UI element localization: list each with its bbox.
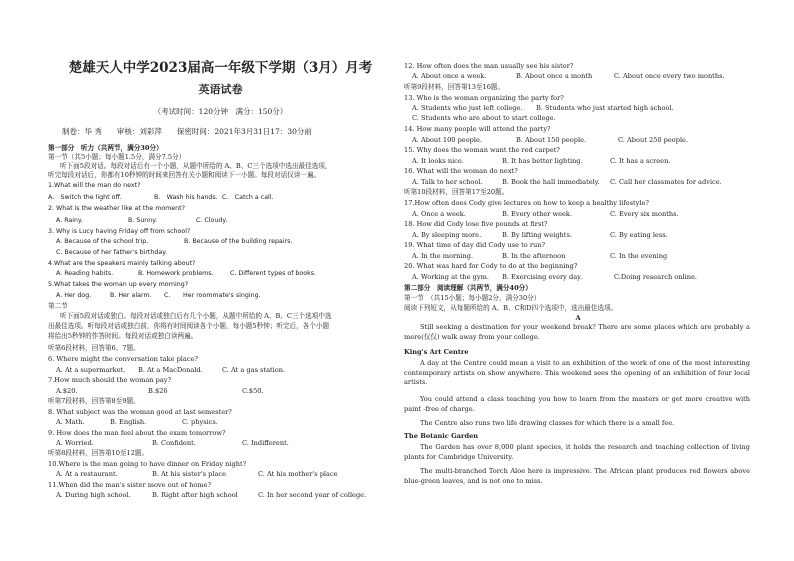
q12-option-a: A. About once a week.: [412, 72, 487, 80]
q4-option-c: C. Different types of books.: [230, 270, 317, 277]
question-18: 18. How did Cody lose five pounds at first?: [404, 220, 548, 228]
q3-option-c: C. Because of her father's birthday.: [56, 249, 168, 256]
q7-option-a: A.$20.: [56, 387, 78, 395]
part2-title: 第二部分 阅读理解（共两节，满分40分）: [404, 284, 532, 292]
q7-option-b: B.$26: [148, 387, 168, 395]
question-6: 6. Where might the conversation take place?: [48, 355, 198, 363]
q10-option-c: C. At his mother's place: [258, 470, 338, 478]
question-15: 15. Why does the woman want the red carpet?: [404, 146, 560, 154]
question-19: 19. What time of day did Cody use to run?: [404, 241, 545, 249]
q2-option-a: A. Rainy.: [56, 217, 83, 224]
q15-option-c: C. It has a screen.: [610, 157, 671, 165]
passage-label: A: [575, 314, 581, 322]
q14-option-b: B. About 150 people.: [516, 136, 587, 144]
passage-paragraph-5: The Garden has over 8,000 plant species, it holds the research and teaching collection of living plants for Cambridge University.: [404, 443, 750, 461]
q6-option-c: C. At a gas station.: [222, 366, 286, 374]
q13-option-c: C. Students who are about to start college.: [412, 114, 556, 122]
question-17: 17.How often does Cody give lectures on how to keep a healthy lifestyle?: [404, 199, 649, 207]
q3-option-b: B. Because of the building repairs.: [184, 238, 293, 245]
q6-option-b: B. At a MacDonald.: [138, 366, 203, 374]
q1-option-b: B. Wash his hands.: [154, 194, 218, 201]
part2-instruction: 阅读下列短文，从每题所给的 A、B、C和D四个选项中，选出最佳选项。: [404, 304, 618, 312]
q8-option-b: B. English.: [110, 418, 147, 426]
question-13: 13. Who is the woman organizing the party for?: [404, 94, 564, 102]
heading-botanic-garden: The Botanic Garden: [404, 432, 479, 440]
question-7: 7.How much should the woman pay?: [48, 376, 172, 384]
heading-kings-art-centre: King's Art Centre: [404, 348, 469, 356]
q16-option-b: B. Book the hall immediately.: [502, 178, 600, 186]
q17-option-b: B. Every other week.: [502, 210, 573, 218]
question-2: 2. What is the weather like at the moment?: [48, 205, 185, 212]
q14-option-a: A. About 100 people.: [412, 136, 483, 144]
q16-option-c: C. Call her classmates for advice.: [610, 178, 722, 186]
q9-option-a: A. Worried.: [56, 439, 94, 447]
material-9-label: 听第9段材料，回答第13至16题。: [404, 83, 505, 91]
q6-option-a: A. At a supermarket.: [56, 366, 126, 374]
q1-option-c: C. Catch a call.: [222, 194, 274, 201]
q14-option-c: C. About 250 people.: [618, 136, 689, 144]
q9-option-b: B. Confident.: [152, 439, 196, 447]
question-11: 11.When did the man's sister move out of home?: [48, 481, 212, 489]
q18-option-a: A. By sleeping more.: [412, 231, 482, 239]
sec1-title: 第一节（共5小题；每小题1.5分，满分7.5分）: [48, 153, 186, 161]
q20-option-a: A. Working at the gym.: [412, 273, 489, 281]
sec2-title: 第二节: [48, 302, 68, 310]
passage-paragraph-3: You could attend a class teaching you how to learn from the masters or get more creative with paint -free of charge.: [404, 395, 750, 413]
question-3: 3. Why is Lucy having Friday off from school?: [48, 228, 191, 235]
q4-option-a: A. Reading habits.: [56, 270, 114, 277]
q12-option-c: C. About once every two months.: [614, 72, 725, 80]
exam-subtitle: 英语试卷: [198, 83, 243, 96]
q1-option-a: A. Switch the light off.: [48, 194, 122, 201]
q18-option-b: B. By lifting weights.: [502, 231, 572, 239]
q8-option-a: A. Math.: [56, 418, 85, 426]
q7-option-c: C.$50.: [242, 387, 264, 395]
q2-option-c: C. Cloudy.: [196, 217, 228, 224]
part1-title: 第一部分 听力（共两节，满分30分）: [48, 144, 163, 152]
q13-option-a: A. Students who just left college.: [412, 104, 523, 112]
q18-option-c: C. By eating less.: [610, 231, 668, 239]
material-7-label: 听第7段材料，回答第8至9题。: [48, 397, 140, 405]
q16-option-a: A. Talk to her school.: [412, 178, 483, 186]
q9-option-c: C. Indifferent.: [242, 439, 289, 447]
exam-title: 楚雄天人中学2023届高一年级下学期（3月）月考: [68, 60, 373, 76]
q17-option-c: C. Every six months.: [610, 210, 679, 218]
q8-option-c: C. physics.: [182, 418, 218, 426]
q19-option-c: C. In the evening: [610, 252, 668, 260]
q5-option-a: A. Her dog.: [56, 292, 92, 299]
question-9: 9. How does the man feel about the exam tomorrow?: [48, 429, 226, 437]
passage-paragraph-1: Still seeking a destination for your weekend break? There are some places which are probably a mere(仅仅) walk away from your college.: [404, 323, 750, 341]
q3-option-a: A. Because of the school trip.: [56, 238, 149, 245]
q15-option-b: B. It has better lighting.: [502, 157, 583, 165]
question-16: 16. What will the woman do next?: [404, 167, 518, 175]
passage-paragraph-2: A day at the Centre could mean a visit to an exhibition of the work of one of the most interesting contemporary artists on show anywhere. This weekend sees the opening of an exhibition of four local artists.: [404, 359, 750, 387]
question-14: 14. How many people will attend the party?: [404, 125, 551, 133]
q11-option-b: B. Right after high school: [152, 491, 238, 499]
q20-option-c: C.Doing research online.: [614, 273, 697, 281]
material-8-label: 听第8段材料，回答第10至12题。: [48, 449, 149, 457]
question-12: 12. How often does the man usually see his sister?: [404, 62, 574, 70]
sec2-instruction-end: 将给出5秒钟的作答时间。每段对话或独白读两遍。: [48, 332, 198, 340]
q5-option-c: C. Her roommate's singing.: [164, 292, 261, 299]
question-1: 1.What will the man do next?: [48, 182, 141, 189]
question-5: 5.What takes the woman up every morning?: [48, 281, 189, 288]
part2-sec1-title: 第一节 （共15小题；每小题2分，满分30分）: [404, 294, 541, 302]
exam-staff: 制卷：华 秀 审核：刘彩萍 保密时间：2021年3月31日17：30分前: [62, 127, 312, 136]
q11-option-a: A. During high school.: [56, 491, 131, 499]
sec1-instruction-cont: 听完每段对话后，你都有10秒钟的时间来回答有关小题和阅读下一小题。每段对话仅读一遍。: [48, 171, 321, 179]
q19-option-b: B. In the afternoon: [502, 252, 566, 260]
sec2-instruction-cont: 出最佳选项。听每段对话或独白前，你将有时间阅读各个小题，每小题5秒钟；听完后，各个小题: [48, 322, 330, 330]
passage-paragraph-4: The Centre also runs two life drawing classes for which there is a small fee.: [420, 419, 675, 427]
question-10: 10.Where is the man going to have dinner on Friday night?: [48, 460, 247, 468]
sec2-instruction: 听下面5段对话或独白。每段对话或独白后有几个小题，从题中所给的 A、B、C三个选项中选: [60, 312, 332, 320]
q5-option-b: B. Her alarm.: [110, 292, 152, 299]
q13-option-b: B. Students who just started high school.: [536, 104, 674, 112]
q19-option-a: A. In the morning.: [412, 252, 474, 260]
q15-option-a: A. It looks nice.: [412, 157, 464, 165]
q20-option-b: B. Exercising every day.: [502, 273, 583, 281]
q12-option-b: B. About once a month: [516, 72, 593, 80]
q2-option-b: B. Sunny.: [128, 217, 158, 224]
question-8: 8. What subject was the woman good at last semester?: [48, 408, 232, 416]
q17-option-a: A. Once a week.: [412, 210, 466, 218]
q11-option-c: C. In her second year of college.: [258, 491, 367, 499]
sec1-instruction: 听下面5段对话。每段对话后有一个小题，从题中所给的 A、B、C三个选项中选出最佳选项，: [60, 162, 332, 170]
q10-option-b: B. At his sister's place: [152, 470, 226, 478]
q10-option-a: A. At a restaurant.: [56, 470, 118, 478]
exam-info: （考试时间：120分钟 满分：150分）: [153, 107, 288, 116]
material-10-label: 听第10段材料，回答第17至20题。: [404, 188, 509, 196]
question-4: 4.What are the speakers mainly talking about?: [48, 260, 196, 267]
question-20: 20. What was hard for Cody to do at the beginning?: [404, 262, 578, 270]
q4-option-b: B. Homework problems.: [138, 270, 214, 277]
passage-paragraph-6: The multi-branched Torch Aloe here is impressive. The African plant produces red flowers above blue-green leaves, and is not one to miss.: [404, 467, 750, 485]
material-6-label: 听第6段材料，回答第6、7题。: [48, 344, 140, 352]
